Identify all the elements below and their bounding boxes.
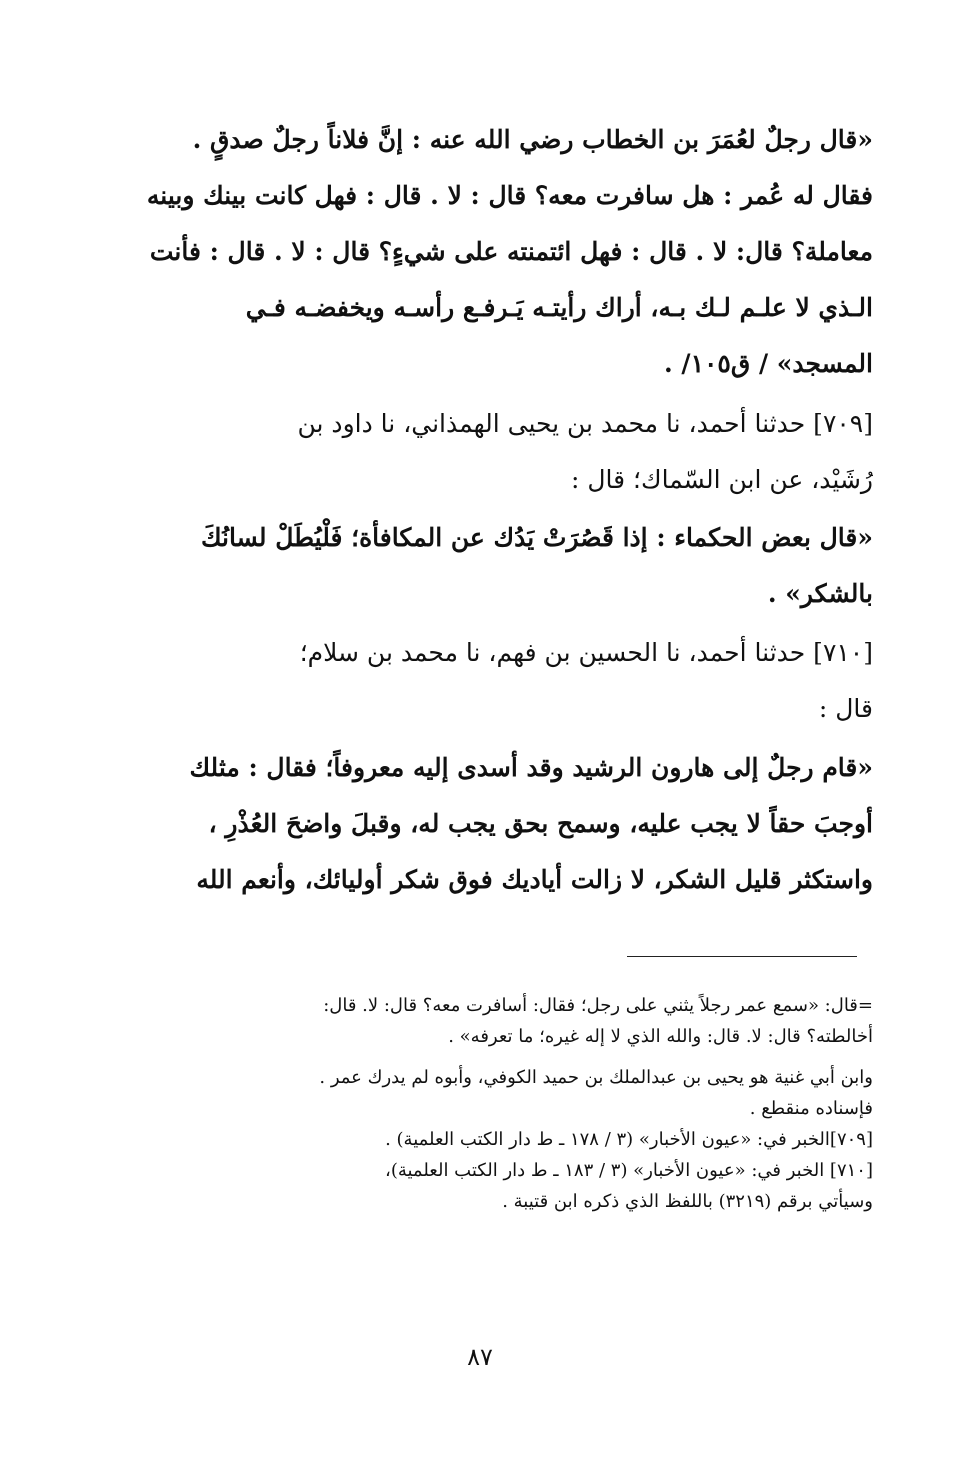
text-line: فقال له عُمر : هل سافرت معه؟ قال : لا . قال : فهل كانت بينك وبينه xyxy=(146,181,873,210)
text-line: «قال رجلٌ لعُمَرَ بن الخطاب رضي الله عنه : إنَّ فلاناً رجلٌ صدقٍ . xyxy=(192,125,873,154)
footnote-spacer xyxy=(138,1052,873,1062)
footnote-divider xyxy=(627,956,857,957)
isnad-paragraph-710 xyxy=(138,625,873,737)
footnote-line: [٧٠٩]الخبر في: «عيون الأخبار» (٣ / ١٧٨ ـ ط دار الكتب العلمية) . xyxy=(385,1129,873,1150)
text-line: رُشَيْد، عن ابن السّماك؛ قال : xyxy=(570,465,873,494)
text-line: «قام رجلٌ إلى هارون الرشيد وقد أسدى إليه معروفاً؛ فقال : مثلك xyxy=(189,753,873,782)
isnad-paragraph-709 xyxy=(138,396,873,508)
text-line: المسجد» / ق١٠٥/ . xyxy=(664,349,873,378)
text-line: [٧١٠] حدثنا أحمد، نا الحسين بن فهم، نا محمد بن سلام؛ xyxy=(299,638,873,667)
footnotes xyxy=(138,990,873,1217)
footnote-line: وابن أبي غنية هو يحيى بن عبدالملك بن حميد الكوفي، وأبوه لم يدرك عمر . xyxy=(319,1067,873,1088)
quote-paragraph-harun xyxy=(138,740,873,908)
footnote-line: فإسناده منقطع . xyxy=(749,1098,873,1119)
footnote-line: وسيأتي برقم (٣٢١٩) باللفظ الذي ذكره ابن قتيبة . xyxy=(502,1191,873,1212)
text-line: واستكثر قليل الشكر، لا زالت أياديك فوق شكر أوليائك، وأنعم الله xyxy=(196,865,873,894)
text-line: أوجبَ حقاً لا يجب عليه، وسمح بحق يجب له، وقبلَ واضحَ العُذْرِ ، xyxy=(208,809,873,838)
quote-paragraph-wise-men xyxy=(138,510,873,622)
footnote-line: أخالطته؟ قال: لا. قال: والله الذي لا إله غيره؛ ما تعرفه» . xyxy=(448,1026,873,1047)
footnote-line: =قال: «سمع عمر رجلاً يثني على رجل؛ فقال: أسافرت معه؟ قال: لا. قال: xyxy=(323,995,873,1016)
text-line: بالشكر» . xyxy=(767,579,873,608)
quote-paragraph-umar xyxy=(138,112,873,392)
text-line: معاملة؟ قال: لا . قال : فهل ائتمنته على شيءٍ؟ قال : لا . قال : فأنت xyxy=(149,237,873,266)
page-number: ٨٧ xyxy=(467,1343,493,1371)
text-line: الـذي لا علـم لـك بـه، أراك رأيتـه يَـرفـع رأسـه ويخفضـه فـي xyxy=(245,293,873,322)
text-line: «قال بعض الحكماء : إذا قَصُرَتْ يَدُك عن المكافأة؛ فَلْيُطَلْ لسانُكَ xyxy=(200,523,873,552)
text-line: قال : xyxy=(818,694,873,723)
footnote-line: [٧١٠] الخبر في: «عيون الأخبار» (٣ / ١٨٣ ـ ط دار الكتب العلمية)، xyxy=(385,1160,873,1181)
text-line: [٧٠٩] حدثنا أحمد، نا محمد بن يحيى الهمذاني، نا داود بن xyxy=(297,409,873,438)
